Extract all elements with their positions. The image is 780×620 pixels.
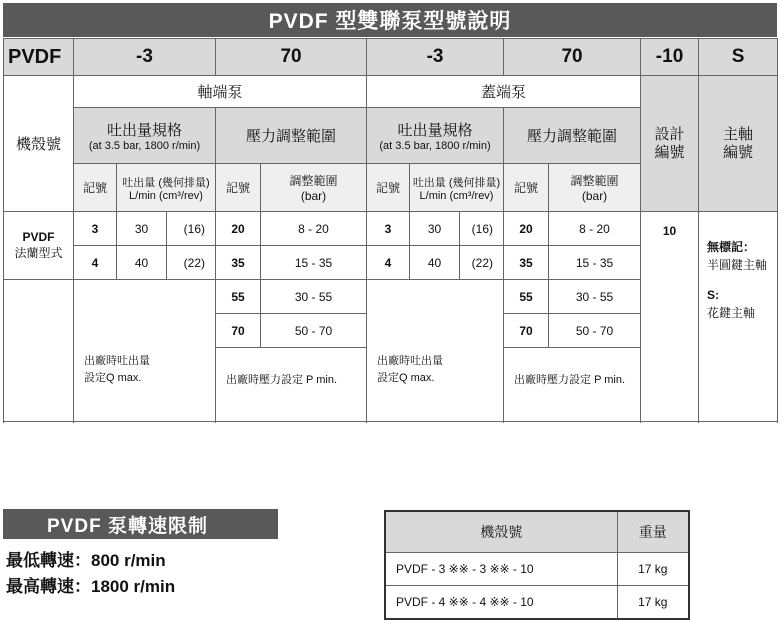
cover-flow-code: 4 xyxy=(367,246,410,280)
model-code-row xyxy=(4,39,778,76)
header-displacement-cond: (at 3.5 bar, 1800 r/min) xyxy=(88,140,201,152)
weight-header-model: 機殼號 xyxy=(385,511,617,553)
cover-flow-rev: (22) xyxy=(460,246,504,280)
header-adj-range: 調整範圍 xyxy=(289,174,338,188)
header-cover-displacement xyxy=(367,108,504,164)
shaft-option-2-desc: 花鍵主軸 xyxy=(707,306,756,320)
flow-note-line-2: 設定Q max. xyxy=(377,372,435,384)
model-code-cover-pressure: 70 xyxy=(504,39,641,76)
shaft-options xyxy=(699,212,778,422)
cover-pressure-note: 出廠時壓力設定 P min. xyxy=(504,348,641,422)
shaft-option-1-title: 無標記： xyxy=(707,240,756,254)
speed-max: 最高轉速：1800 r/min xyxy=(6,577,176,596)
shaft-flow-lmin: 30 xyxy=(117,212,167,246)
header-flow-units: L/min (cm³/rev) xyxy=(129,189,203,202)
model-type: 法蘭型式 xyxy=(14,246,63,260)
table-row xyxy=(4,212,778,246)
cover-pressure-code: 70 xyxy=(504,314,549,348)
model-name-empty xyxy=(4,280,74,422)
cover-flow-rev: (16) xyxy=(460,212,504,246)
header-adj-unit: (bar) xyxy=(581,189,608,203)
model-name-cell xyxy=(4,212,74,280)
header-code: 記號 xyxy=(74,164,117,212)
flow-note-line-1: 出廠時吐出量 xyxy=(377,355,444,367)
shaft-pressure-range: 50 - 70 xyxy=(261,314,367,348)
model-code-shaft-pressure: 70 xyxy=(216,39,367,76)
cover-pressure-range: 30 - 55 xyxy=(549,280,641,314)
speed-min: 最低轉速：800 r/min xyxy=(6,551,166,570)
header-shaft-pump: 軸端泵 xyxy=(74,76,367,108)
cover-flow-code: 3 xyxy=(367,212,410,246)
header-shaft-pressure-range: 壓力調整範圍 xyxy=(216,108,367,164)
shaft-flow-note xyxy=(74,280,216,422)
flow-note-line-2: 設定Q max. xyxy=(84,372,142,384)
cover-flow-lmin: 40 xyxy=(410,246,460,280)
shaft-flow-code: 4 xyxy=(74,246,117,280)
header-design-no: 設計 編號 xyxy=(641,76,699,212)
cover-pressure-code: 35 xyxy=(504,246,549,280)
model-code-series: PVDF xyxy=(4,39,74,76)
shaft-flow-lmin: 40 xyxy=(117,246,167,280)
header-code: 記號 xyxy=(504,164,549,212)
model-code-cover-size: -3 xyxy=(367,39,504,76)
shaft-option-2-title: S: xyxy=(707,288,720,302)
model-code-table xyxy=(3,38,778,422)
shaft-option-1-desc: 半圓鍵主軸 xyxy=(707,258,768,272)
shaft-flow-rev: (16) xyxy=(167,212,216,246)
header-adj-unit: (bar) xyxy=(300,189,327,203)
table-row xyxy=(385,553,689,586)
weight-table-header xyxy=(385,511,689,553)
shaft-flow-code: 3 xyxy=(74,212,117,246)
header-flow xyxy=(410,164,504,212)
cover-pressure-range: 8 - 20 xyxy=(549,212,641,246)
weight-header-weight: 重量 xyxy=(617,511,689,553)
design-value: 10 xyxy=(641,212,699,422)
weight-value: 17 kg xyxy=(617,553,689,586)
shaft-flow-rev: (22) xyxy=(167,246,216,280)
shaft-pressure-range: 30 - 55 xyxy=(261,280,367,314)
weight-model: PVDF - 3 ※※ - 3 ※※ - 10 xyxy=(385,553,617,586)
header-adj xyxy=(549,164,641,212)
header-displacement-spec: 吐出量規格 xyxy=(397,122,473,139)
header-displacement-spec: 吐出量規格 xyxy=(106,122,182,139)
weight-value: 17 kg xyxy=(617,586,689,620)
header-adj xyxy=(261,164,367,212)
shaft-pressure-range: 8 - 20 xyxy=(261,212,367,246)
header-shaft-displacement xyxy=(74,108,216,164)
shaft-pressure-range: 15 - 35 xyxy=(261,246,367,280)
header-cover-pump: 蓋端泵 xyxy=(367,76,641,108)
header-displacement-cond: (at 3.5 bar, 1800 r/min) xyxy=(379,140,491,152)
header-flow-units: L/min (cm³/rev) xyxy=(419,189,494,202)
shaft-pressure-code: 55 xyxy=(216,280,261,314)
flow-note-line-1: 出廠時吐出量 xyxy=(84,355,150,367)
header-adj-range: 調整範圍 xyxy=(570,174,619,188)
shaft-pressure-code: 70 xyxy=(216,314,261,348)
weight-model: PVDF - 4 ※※ - 4 ※※ - 10 xyxy=(385,586,617,620)
header-code: 記號 xyxy=(367,164,410,212)
header-flow-label: 吐出量 (幾何排量) xyxy=(412,176,501,189)
cover-pressure-code: 20 xyxy=(504,212,549,246)
model-code-shaft-size: -3 xyxy=(74,39,216,76)
cover-flow-note xyxy=(367,280,504,422)
header-cover-pressure-range: 壓力調整範圍 xyxy=(504,108,641,164)
header-flow-label: 吐出量 (幾何排量) xyxy=(122,176,210,189)
speed-limit-title: PVDF 泵轉速限制 xyxy=(3,509,278,539)
model-code-shaft: S xyxy=(699,39,778,76)
header-flow xyxy=(117,164,216,212)
page-title: PVDF 型雙聯泵型號說明 xyxy=(3,3,777,37)
cover-pressure-range: 50 - 70 xyxy=(549,314,641,348)
shaft-pressure-code: 35 xyxy=(216,246,261,280)
cover-pressure-range: 15 - 35 xyxy=(549,246,641,280)
header-code: 記號 xyxy=(216,164,261,212)
cover-flow-lmin: 30 xyxy=(410,212,460,246)
header-main-shaft-no: 主軸 編號 xyxy=(699,76,778,212)
shaft-pressure-code: 20 xyxy=(216,212,261,246)
shaft-pressure-note: 出廠時壓力設定 P min. xyxy=(216,348,367,422)
weight-table xyxy=(384,510,690,620)
model-code-design: -10 xyxy=(641,39,699,76)
header-model-no: 機殼號 xyxy=(4,76,74,212)
model-name: PVDF xyxy=(22,230,55,244)
cover-pressure-code: 55 xyxy=(504,280,549,314)
